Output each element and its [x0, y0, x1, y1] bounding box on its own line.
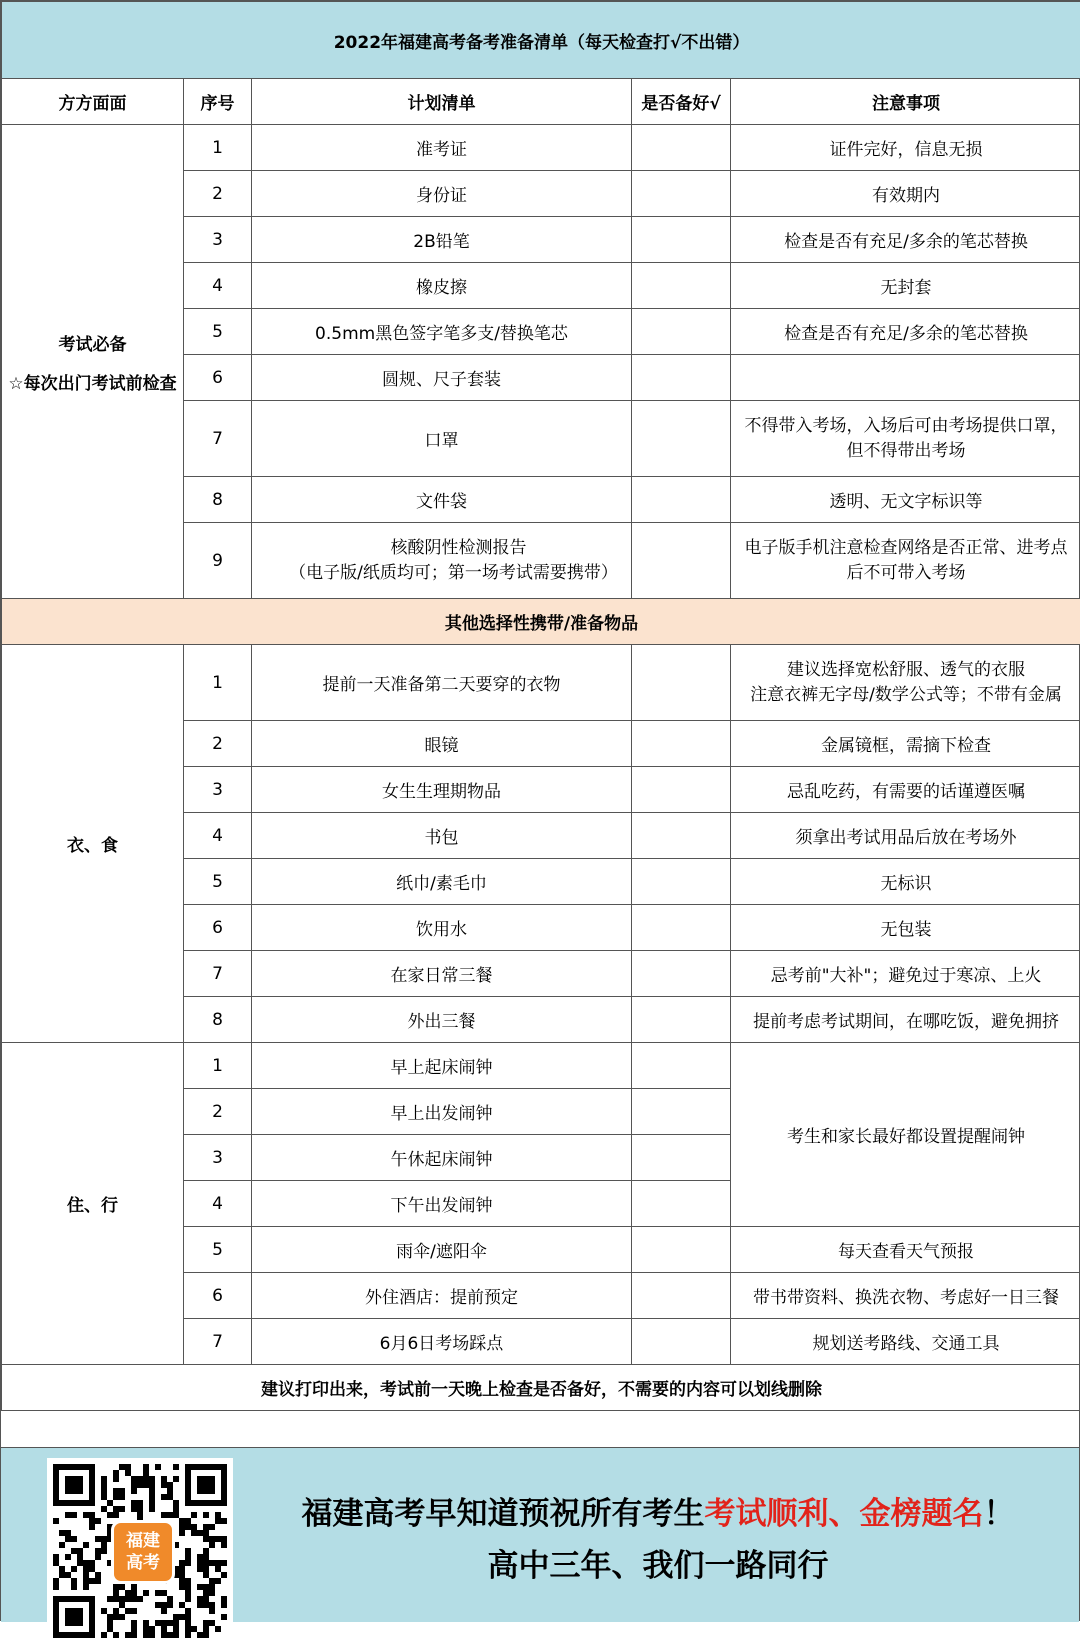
row-item [252, 523, 632, 599]
qr-code [47, 1458, 233, 1644]
header-number: 序号 [184, 79, 252, 125]
row-number: 9 [184, 523, 252, 599]
row-number: 8 [184, 997, 252, 1043]
row-item: 橡皮擦 [252, 263, 632, 309]
row-note-line: 后不可带入考场 [737, 561, 1075, 586]
ready-checkbox-cell[interactable] [632, 263, 731, 309]
row-number: 2 [184, 721, 252, 767]
footer-note: 建议打印出来，考试前一天晚上检查是否备好，不需要的内容可以划线删除 [2, 1365, 1080, 1411]
group-lodging-travel: 住、行 [2, 1043, 184, 1365]
ready-checkbox-cell[interactable] [632, 905, 731, 951]
ready-checkbox-cell[interactable] [632, 1135, 731, 1181]
row-number: 1 [184, 645, 252, 721]
ready-checkbox-cell[interactable] [632, 1043, 731, 1089]
ready-checkbox-cell[interactable] [632, 645, 731, 721]
group-food-clothing: 衣、食 [2, 645, 184, 1043]
row-note: 透明、无文字标识等 [731, 477, 1080, 523]
ready-checkbox-cell[interactable] [632, 813, 731, 859]
slogan [263, 1488, 1053, 1592]
row-item: 外出三餐 [252, 997, 632, 1043]
row-note: 每天查看天气预报 [731, 1227, 1080, 1273]
row-item: 纸巾/素毛巾 [252, 859, 632, 905]
ready-checkbox-cell[interactable] [632, 523, 731, 599]
row-number: 8 [184, 477, 252, 523]
row-item: 圆规、尺子套装 [252, 355, 632, 401]
ready-checkbox-cell[interactable] [632, 721, 731, 767]
row-item: 口罩 [252, 401, 632, 477]
row-note: 无封套 [731, 263, 1080, 309]
row-number: 6 [184, 355, 252, 401]
row-note: 证件完好，信息无损 [731, 125, 1080, 171]
row-number: 3 [184, 217, 252, 263]
slogan-line-1 [263, 1488, 1053, 1540]
row-item: 2B铅笔 [252, 217, 632, 263]
row-item-line: 核酸阴性检测报告 [292, 536, 625, 561]
section-title: 其他选择性携带/准备物品 [2, 599, 1080, 645]
row-note: 检查是否有充足/多余的笔芯替换 [731, 217, 1080, 263]
ready-checkbox-cell[interactable] [632, 1181, 731, 1227]
row-note: 有效期内 [731, 171, 1080, 217]
table-row [2, 645, 1080, 721]
row-item: 6月6日考场踩点 [252, 1319, 632, 1365]
row-note: 须拿出考试用品后放在考场外 [731, 813, 1080, 859]
ready-checkbox-cell[interactable] [632, 171, 731, 217]
ready-checkbox-cell[interactable] [632, 951, 731, 997]
row-note [731, 355, 1080, 401]
ready-checkbox-cell[interactable] [632, 859, 731, 905]
row-item: 文件袋 [252, 477, 632, 523]
row-note [731, 523, 1080, 599]
row-item: 眼镜 [252, 721, 632, 767]
group-label: 考试必备 [8, 330, 177, 355]
row-item: 外住酒店：提前预定 [252, 1273, 632, 1319]
table-row [2, 1043, 1080, 1089]
ready-checkbox-cell[interactable] [632, 997, 731, 1043]
row-number: 2 [184, 171, 252, 217]
row-note-merged: 考生和家长最好都设置提醒闹钟 [731, 1043, 1080, 1227]
slogan-line-2: 高中三年、我们一路同行 [263, 1540, 1053, 1592]
row-item: 身份证 [252, 171, 632, 217]
row-number: 3 [184, 767, 252, 813]
row-number: 7 [184, 1319, 252, 1365]
ready-checkbox-cell[interactable] [632, 1089, 731, 1135]
row-item: 午休起床闹钟 [252, 1135, 632, 1181]
row-number: 3 [184, 1135, 252, 1181]
header-plan: 计划清单 [252, 79, 632, 125]
group-exam-essentials [2, 125, 184, 599]
row-note: 无标识 [731, 859, 1080, 905]
row-note [731, 401, 1080, 477]
row-note: 提前考虑考试期间，在哪吃饭，避免拥挤 [731, 997, 1080, 1043]
row-note-line: 注意衣裤无字母/数学公式等；不带有金属 [737, 683, 1075, 708]
row-note-line: 电子版手机注意检查网络是否正常、进考点 [737, 536, 1075, 561]
row-item: 0.5mm黑色签字笔多支/替换笔芯 [252, 309, 632, 355]
row-number: 6 [184, 905, 252, 951]
row-item: 提前一天准备第二天要穿的衣物 [252, 645, 632, 721]
row-number: 7 [184, 401, 252, 477]
row-number: 1 [184, 125, 252, 171]
header-notes: 注意事项 [731, 79, 1080, 125]
row-note: 检查是否有充足/多余的笔芯替换 [731, 309, 1080, 355]
header-aspect: 方方面面 [2, 79, 184, 125]
row-item: 在家日常三餐 [252, 951, 632, 997]
row-note-line: 建议选择宽松舒服、透气的衣服 [737, 658, 1075, 683]
row-number: 5 [184, 859, 252, 905]
row-number: 4 [184, 813, 252, 859]
row-note: 规划送考路线、交通工具 [731, 1319, 1080, 1365]
row-item: 早上起床闹钟 [252, 1043, 632, 1089]
row-note: 忌乱吃药，有需要的话谨遵医嘱 [731, 767, 1080, 813]
row-number: 4 [184, 263, 252, 309]
header-ready: 是否备好√ [632, 79, 731, 125]
qr-logo-badge [111, 1520, 175, 1584]
row-note-line: 不得带入考场，入场后可由考场提供口罩， [737, 414, 1075, 439]
row-number: 2 [184, 1089, 252, 1135]
slogan-prefix: 福建高考早知道预祝所有考生 [302, 1496, 705, 1532]
row-item: 饮用水 [252, 905, 632, 951]
group-sublabel: ☆每次出门考试前检查 [8, 369, 177, 394]
ready-checkbox-cell[interactable] [632, 125, 731, 171]
qr-badge-line: 福建 [114, 1530, 172, 1552]
row-number: 5 [184, 309, 252, 355]
row-note-line: 但不得带出考场 [737, 439, 1075, 464]
row-number: 4 [184, 1181, 252, 1227]
ready-checkbox-cell[interactable] [632, 401, 731, 477]
slogan-highlight: 考试顺利、金榜题名 [705, 1496, 984, 1532]
row-item: 准考证 [252, 125, 632, 171]
row-note: 金属镜框，需摘下检查 [731, 721, 1080, 767]
checklist-table [1, 1, 1080, 1411]
row-item-line: （电子版/纸质均可；第一场考试需要携带） [282, 561, 625, 586]
page-title: 2022年福建高考备考准备清单（每天检查打√不出错） [2, 2, 1080, 79]
row-number: 7 [184, 951, 252, 997]
ready-checkbox-cell[interactable] [632, 767, 731, 813]
row-item: 雨伞/遮阳伞 [252, 1227, 632, 1273]
row-number: 6 [184, 1273, 252, 1319]
ready-checkbox-cell[interactable] [632, 309, 731, 355]
row-item: 书包 [252, 813, 632, 859]
ready-checkbox-cell[interactable] [632, 217, 731, 263]
row-note: 带书带资料、换洗衣物、考虑好一日三餐 [731, 1273, 1080, 1319]
row-number: 1 [184, 1043, 252, 1089]
table-row [2, 125, 1080, 171]
ready-checkbox-cell[interactable] [632, 1319, 731, 1365]
ready-checkbox-cell[interactable] [632, 477, 731, 523]
row-note: 无包装 [731, 905, 1080, 951]
row-item: 早上出发闹钟 [252, 1089, 632, 1135]
ready-checkbox-cell[interactable] [632, 1227, 731, 1273]
row-item: 女生生理期物品 [252, 767, 632, 813]
header-row [2, 79, 1080, 125]
row-note: 忌考前"大补"；避免过于寒凉、上火 [731, 951, 1080, 997]
row-item: 下午出发闹钟 [252, 1181, 632, 1227]
ready-checkbox-cell[interactable] [632, 1273, 731, 1319]
slogan-suffix: ！ [984, 1496, 1015, 1532]
qr-badge-line: 高考 [114, 1552, 172, 1574]
ready-checkbox-cell[interactable] [632, 355, 731, 401]
promo-banner [1, 1447, 1079, 1622]
row-number: 5 [184, 1227, 252, 1273]
row-note [731, 645, 1080, 721]
